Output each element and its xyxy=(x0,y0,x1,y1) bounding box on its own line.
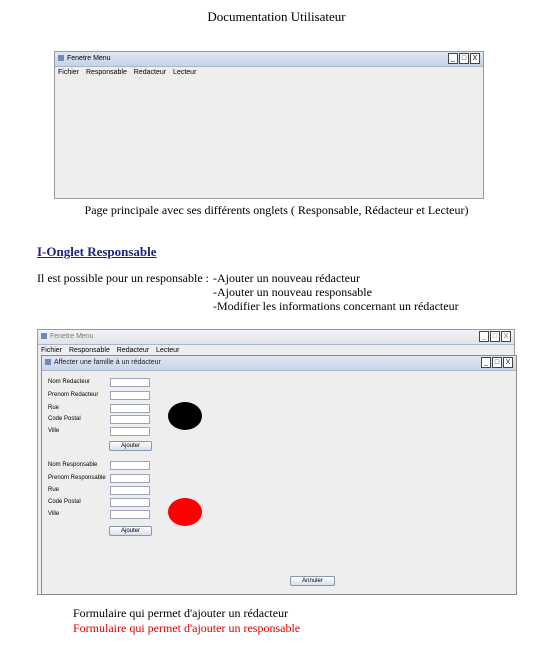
caption-main-page: Page principale avec ses différents onglets ( Responsable, Rédacteur et Lecteur) xyxy=(84,203,469,217)
section-heading: I-Onglet Responsable xyxy=(37,244,157,259)
add-responsable-button[interactable]: Ajouter xyxy=(109,526,152,536)
label-prenom-redacteur: Prenom Redacteur xyxy=(48,392,99,398)
window-app-icon xyxy=(41,333,47,339)
close-button[interactable]: X xyxy=(470,53,480,64)
menu-responsable[interactable]: Responsable xyxy=(85,69,127,76)
label-ville-responsable: Ville xyxy=(48,511,60,517)
form-window-screenshot xyxy=(37,329,515,595)
label-rue-responsable: Rue xyxy=(48,487,60,493)
caption-add-responsable: Formulaire qui permet d'ajouter un responsable xyxy=(73,621,301,635)
caption-add-redacteur: Formulaire qui permet d'ajouter un rédacteur xyxy=(73,606,289,620)
red-marker-dot xyxy=(168,498,202,526)
window-titlebar xyxy=(38,330,514,345)
minimize-button[interactable]: _ xyxy=(448,53,458,64)
input-rue-responsable[interactable] xyxy=(110,486,150,495)
label-nom-redacteur: Nom Redacteur xyxy=(48,379,91,385)
cancel-button[interactable]: Annuler xyxy=(290,576,335,586)
label-rue-redacteur: Rue xyxy=(48,405,60,411)
label-nom-responsable: Nom Responsable xyxy=(48,462,98,468)
window-title: Fenetre Menu xyxy=(50,333,94,340)
dialog-app-icon xyxy=(45,359,51,365)
label-cp-responsable: Code Postal xyxy=(48,499,81,505)
input-rue-redacteur[interactable] xyxy=(110,404,150,413)
dialog-titlebar xyxy=(42,356,516,371)
menu-responsable[interactable]: Responsable xyxy=(68,347,110,354)
dialog-window xyxy=(41,355,517,595)
maximize-button[interactable]: □ xyxy=(490,331,500,342)
menu-redacteur[interactable]: Redacteur xyxy=(133,69,167,76)
window-title: Fenetre Menu xyxy=(67,55,111,62)
menu-lecteur[interactable]: Lecteur xyxy=(173,69,197,76)
menu-lecteur[interactable]: Lecteur xyxy=(156,347,180,354)
window-titlebar xyxy=(55,52,483,67)
minimize-button[interactable]: _ xyxy=(479,331,489,342)
input-cp-responsable[interactable] xyxy=(110,498,150,507)
label-ville-redacteur: Ville xyxy=(48,428,60,434)
dialog-title: Affecter une famille à un rédacteur xyxy=(54,359,161,366)
black-marker-dot xyxy=(168,402,202,430)
window-app-icon xyxy=(58,55,64,61)
menu-redacteur[interactable]: Redacteur xyxy=(116,347,150,354)
feature-item: -Ajouter un nouveau responsable xyxy=(213,285,372,299)
input-ville-redacteur[interactable] xyxy=(110,427,150,436)
input-prenom-redacteur[interactable] xyxy=(110,391,150,400)
feature-item: -Modifier les informations concernant un rédacteur xyxy=(213,299,459,313)
input-cp-redacteur[interactable] xyxy=(110,415,150,424)
maximize-button[interactable]: □ xyxy=(459,53,469,64)
label-prenom-responsable: Prenom Responsable xyxy=(48,475,106,481)
document-title: Documentation Utilisateur xyxy=(207,9,346,24)
menu-fichier[interactable]: Fichier xyxy=(41,347,63,354)
input-ville-responsable[interactable] xyxy=(110,510,150,519)
add-redacteur-button[interactable]: Ajouter xyxy=(109,441,152,451)
menu-bar xyxy=(55,67,483,79)
main-menu-window-screenshot xyxy=(54,51,484,199)
maximize-button[interactable]: □ xyxy=(492,357,502,368)
input-prenom-responsable[interactable] xyxy=(110,474,150,483)
feature-item: -Ajouter un nouveau rédacteur xyxy=(213,271,360,285)
close-button[interactable]: X xyxy=(501,331,511,342)
feature-list xyxy=(213,271,459,313)
label-cp-redacteur: Code Postal xyxy=(48,416,81,422)
intro-text: Il est possible pour un responsable : xyxy=(37,271,209,285)
input-nom-redacteur[interactable] xyxy=(110,378,150,387)
menu-fichier[interactable]: Fichier xyxy=(58,69,80,76)
minimize-button[interactable]: _ xyxy=(481,357,491,368)
input-nom-responsable[interactable] xyxy=(110,461,150,470)
close-button[interactable]: X xyxy=(503,357,513,368)
